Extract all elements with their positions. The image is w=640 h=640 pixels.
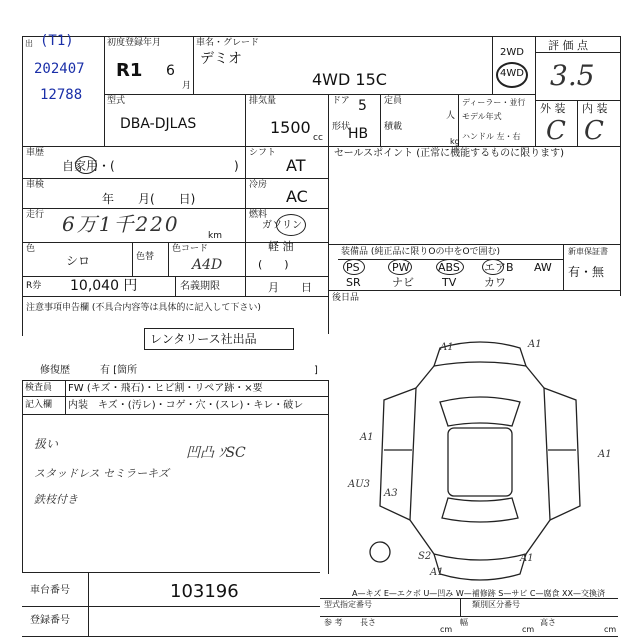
width-unit: cm bbox=[522, 625, 535, 634]
fuel-paren: ( ) bbox=[258, 258, 289, 271]
equipment-navi: ナビ bbox=[392, 276, 414, 289]
category-label: 類別区分番号 bbox=[472, 600, 520, 609]
displacement: 1500 bbox=[270, 118, 311, 137]
aftermarket-label: 後日品 bbox=[332, 293, 360, 303]
body-type: HB bbox=[348, 126, 369, 142]
equipment-tv: TV bbox=[442, 276, 457, 289]
shift: AT bbox=[286, 156, 306, 175]
model-year-label: モデル年式 bbox=[462, 112, 502, 121]
kg-unit: kg bbox=[450, 137, 460, 146]
model-code: DBA-DJLAS bbox=[120, 116, 197, 132]
repair-close: ] bbox=[314, 365, 318, 376]
use-close: ) bbox=[234, 159, 239, 173]
ac-label: 冷房 bbox=[249, 180, 268, 190]
reg-number-label: 登録番号 bbox=[30, 615, 70, 626]
chassis-number: 103196 bbox=[170, 581, 239, 602]
interior-grade: C bbox=[584, 116, 604, 146]
length-unit: cm bbox=[440, 625, 453, 634]
km-unit: km bbox=[208, 231, 222, 241]
damage-mark-6: A3 bbox=[384, 488, 398, 499]
handle-label: ハンドル 左・右 bbox=[462, 132, 521, 141]
equipment-abs: ABS bbox=[438, 261, 460, 274]
recorder-label: 記入欄 bbox=[25, 400, 53, 410]
doors: 5 bbox=[358, 98, 367, 114]
damage-mark-7: A1 bbox=[430, 567, 444, 578]
hand-note-2: スタッドレス セミラーキズ bbox=[34, 467, 169, 480]
use-circle bbox=[75, 156, 97, 174]
model-code-label: 型式 bbox=[107, 96, 126, 106]
width-label: 幅 bbox=[460, 618, 468, 627]
damage-mark-1: A1 bbox=[440, 342, 454, 353]
auction-lot-number: 12788 bbox=[40, 87, 83, 103]
exterior-grade: C bbox=[546, 116, 566, 146]
name-expiry-label: 名義期限 bbox=[180, 281, 220, 292]
hand-note-right: 凹凸 ｿSC bbox=[186, 445, 246, 461]
drive-4wd: 4WD bbox=[500, 68, 524, 79]
reg-date-label: 初度登録年月 bbox=[107, 38, 162, 48]
hand-note-1: 扱い bbox=[34, 437, 59, 451]
doors-label: ドア bbox=[332, 96, 350, 106]
damage-mark-3: A1 bbox=[360, 432, 374, 443]
equipment-ps: PS bbox=[346, 261, 360, 274]
equipment-leather: カワ bbox=[484, 276, 506, 289]
height-unit: cm bbox=[604, 625, 617, 634]
recycle-value: 10,040 円 bbox=[70, 278, 138, 294]
car-damage-diagram bbox=[340, 330, 620, 590]
model-name: デミオ bbox=[200, 51, 242, 67]
grade: 4WD 15C bbox=[312, 70, 387, 89]
interior-row: キズ・(汚レ)・コゲ・穴・(スレ)・キレ・破レ bbox=[98, 400, 304, 411]
shift-label: シフト bbox=[249, 148, 277, 158]
name-expiry-value: 月 日 bbox=[268, 281, 312, 294]
load-label: 積載 bbox=[384, 122, 403, 132]
hand-note-3: 鉄枝付き bbox=[34, 493, 78, 506]
person-unit: 人 bbox=[446, 111, 456, 121]
body-label: 形状 bbox=[332, 122, 351, 132]
inspection-label: 車検 bbox=[26, 180, 45, 190]
fuel-selected: ガソリン bbox=[262, 220, 302, 231]
mileage: 6万1千220 bbox=[62, 212, 180, 236]
damage-mark-5: AU3 bbox=[348, 479, 371, 490]
auction-date-code: 202407 bbox=[34, 61, 85, 77]
height-label: 高さ bbox=[540, 618, 556, 627]
reference-label: 参 考 bbox=[324, 618, 343, 627]
equipment-airbag: エアB bbox=[484, 261, 514, 274]
cc-unit: cc bbox=[313, 133, 323, 143]
damage-mark-9: S2 bbox=[418, 551, 432, 562]
use-label: 車歴 bbox=[26, 148, 45, 158]
fuel-label: 燃料 bbox=[249, 210, 268, 220]
inspection-value: 年 月( 日) bbox=[102, 192, 196, 206]
side-mark: 出 bbox=[25, 39, 33, 48]
color-swap-label: 色替 bbox=[136, 252, 155, 262]
warranty-label: 新車保証書 bbox=[568, 247, 608, 256]
interior-label: 内 装 bbox=[582, 102, 608, 115]
reg-month: 6 bbox=[166, 63, 175, 79]
equipment-sr: SR bbox=[346, 276, 361, 289]
color-code: A4D bbox=[192, 257, 223, 273]
warranty-value: 有・無 bbox=[568, 265, 605, 279]
equipment-pw: PW bbox=[392, 261, 410, 274]
caution-label: 注意事項申告欄 (不具合内容等は具体的に記入して下さい) bbox=[26, 303, 261, 313]
fuel-other: 軽 油 bbox=[268, 240, 294, 253]
equipment-aw: AW bbox=[534, 261, 552, 274]
rental-stamp: レンタリース社出品 bbox=[150, 332, 257, 346]
recycle-label: R券 bbox=[26, 281, 42, 291]
inspector-label: 検査員 bbox=[25, 383, 53, 393]
ac: AC bbox=[286, 187, 308, 206]
fw-row: FW (キズ・飛石)・ヒビ割・リペア跡・×要 bbox=[68, 383, 263, 394]
drive-2wd: 2WD bbox=[500, 47, 524, 58]
name-grade-label: 車名・グレード bbox=[196, 38, 260, 48]
repair-value: 有 [箇所 bbox=[100, 365, 138, 376]
reg-era: R1 bbox=[116, 60, 143, 81]
displacement-label: 排気量 bbox=[249, 96, 277, 106]
mileage-label: 走行 bbox=[26, 210, 45, 220]
score-label: 評 価 点 bbox=[548, 39, 588, 52]
use-value: 自家用・( bbox=[62, 159, 115, 173]
interior-row-label: 内装 bbox=[68, 400, 88, 411]
lot-tag: (T1) bbox=[40, 33, 74, 49]
damage-mark-2: A1 bbox=[528, 339, 542, 350]
dealer-label: ディーラー・並行 bbox=[462, 98, 526, 107]
damage-mark-4: A1 bbox=[598, 449, 612, 460]
score: 3.5 bbox=[550, 59, 595, 92]
capacity-label: 定員 bbox=[384, 96, 403, 106]
chassis-label: 車台番号 bbox=[30, 585, 70, 596]
color-label: 色 bbox=[26, 244, 36, 254]
reg-month-unit: 月 bbox=[182, 81, 192, 91]
model-designation-label: 型式指定番号 bbox=[324, 600, 372, 609]
color-value: シロ bbox=[66, 254, 91, 268]
damage-legend: A—キズ E—エクボ U—凹み W—補修跡 S—サビ C—腐食 XX—交換済 bbox=[352, 589, 606, 598]
damage-mark-8: A1 bbox=[520, 553, 534, 564]
equipment-label: 装備品 (純正品に限りOの中をOで囲む) bbox=[341, 247, 501, 257]
repair-label: 修復歴 bbox=[40, 365, 70, 376]
color-code-label: 色コード bbox=[172, 244, 209, 254]
length-label: 長さ bbox=[360, 618, 376, 627]
exterior-label: 外 装 bbox=[540, 102, 566, 115]
selling-points-title: セールスポイント (正常に機能するものに限ります) bbox=[334, 148, 565, 159]
